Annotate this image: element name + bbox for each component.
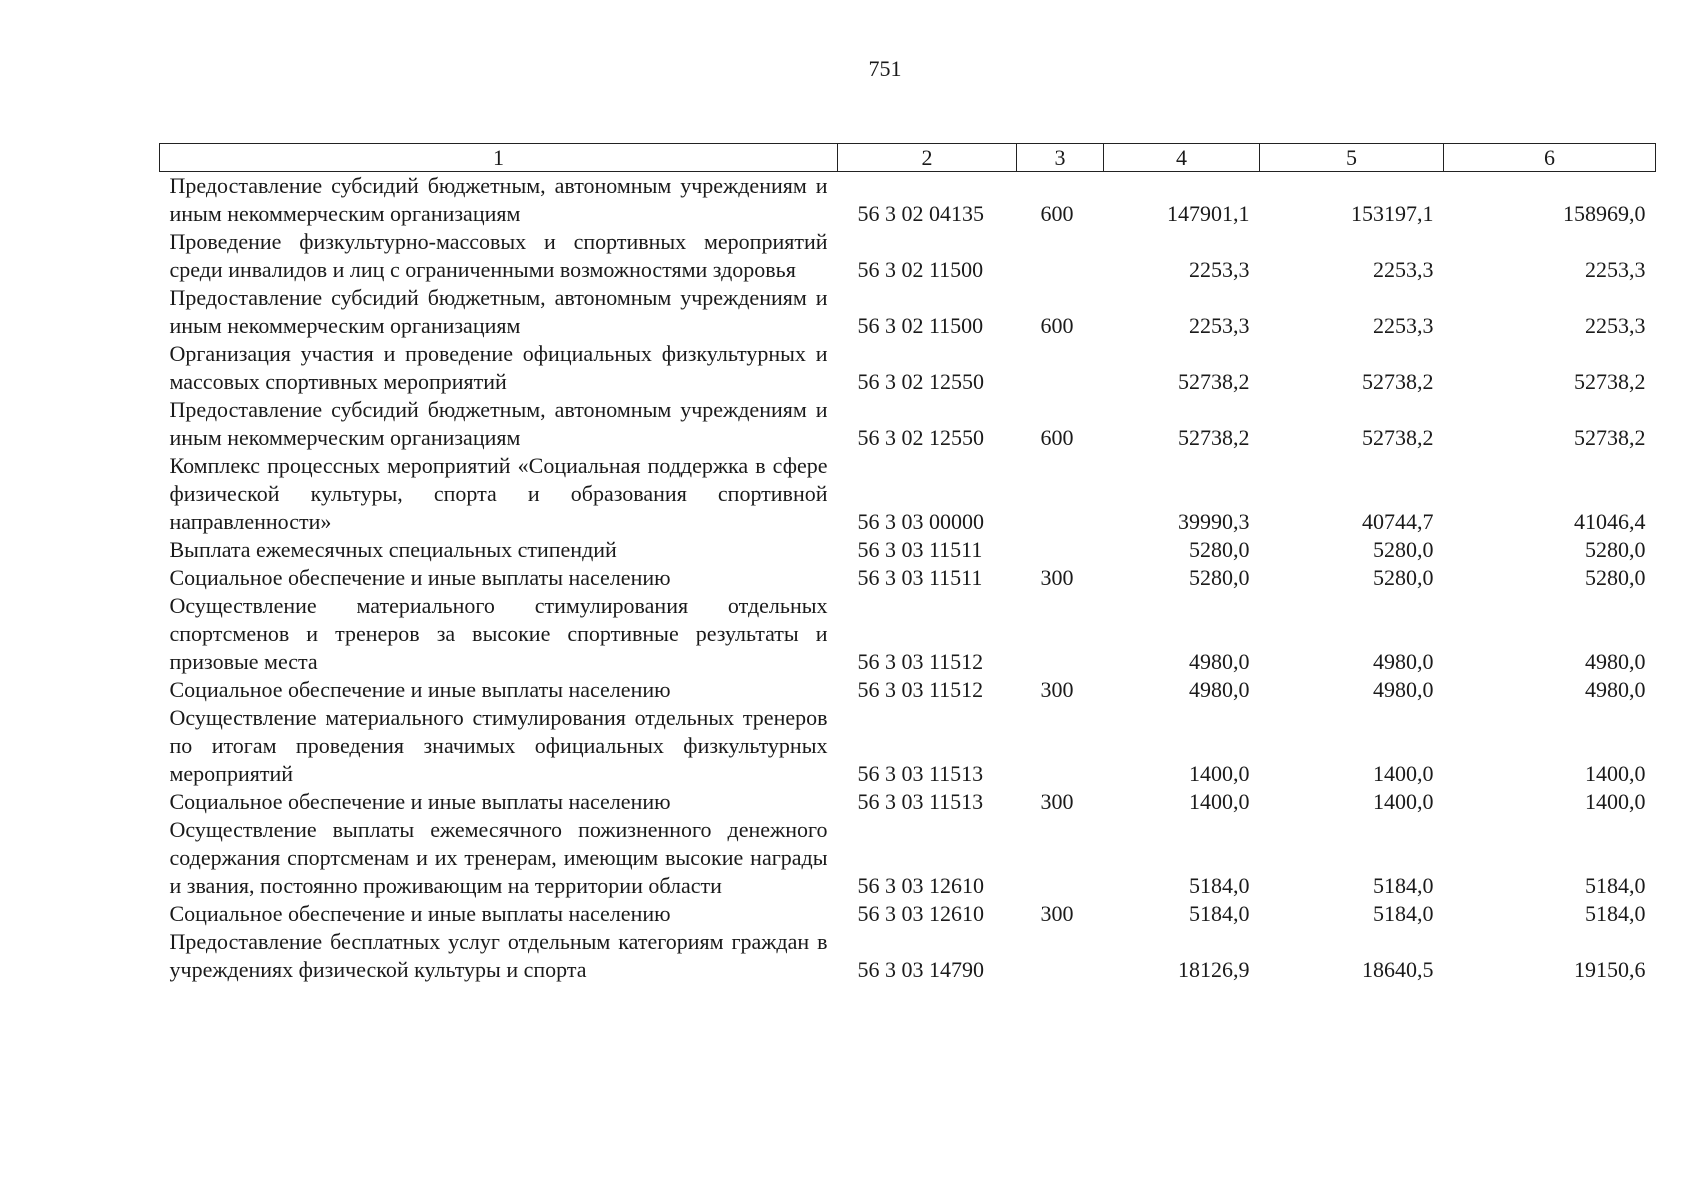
table-header	[160, 144, 1656, 172]
row-value-2026-cell: 2253,3	[1585, 257, 1646, 282]
row-name-cell: Комплекс процессных мероприятий «Социальная поддержка в сфере физической культуры, спорта и образования спортивной направленности»	[169, 453, 828, 534]
row-code-cell: 56 3 03 14790	[857, 957, 984, 982]
row-name-cell: Социальное обеспечение и иные выплаты населению	[169, 677, 671, 702]
row-name-cell: Социальное обеспечение и иные выплаты населению	[169, 789, 671, 814]
row-code-cell: 56 3 03 00000	[857, 509, 984, 534]
row-code-cell: 56 3 02 04135	[857, 201, 984, 226]
row-value-2024-cell: 39990,3	[1178, 509, 1250, 534]
row-code-cell: 56 3 03 11513	[857, 789, 984, 814]
row-value-2024-cell: 5184,0	[1189, 901, 1250, 926]
table-row	[160, 676, 1656, 704]
row-type-cell	[1017, 340, 1104, 396]
row-code-cell: 56 3 02 12550	[857, 425, 984, 450]
row-value-2025-cell: 52738,2	[1362, 369, 1434, 394]
row-value-2026-cell: 5184,0	[1585, 873, 1646, 898]
row-value-2026-cell: 5280,0	[1585, 537, 1646, 562]
table-row	[160, 452, 1656, 536]
row-type-cell	[1017, 816, 1104, 900]
row-value-2025-cell: 18640,5	[1362, 957, 1434, 982]
row-type-cell	[1017, 592, 1104, 676]
row-value-2025-cell: 5184,0	[1373, 873, 1434, 898]
row-value-2025-cell: 2253,3	[1373, 313, 1434, 338]
row-value-2026-cell: 2253,3	[1585, 313, 1646, 338]
row-value-2026-cell: 1400,0	[1585, 761, 1646, 786]
row-value-2024-cell: 147901,1	[1167, 201, 1250, 226]
row-name-cell: Предоставление субсидий бюджетным, автономным учреждениям и иным некоммерческим организациям	[169, 285, 828, 338]
row-value-2025-cell: 52738,2	[1362, 425, 1434, 450]
table-row	[160, 340, 1656, 396]
header-col-1: 1	[160, 144, 838, 172]
row-value-2026-cell: 4980,0	[1585, 649, 1646, 674]
row-value-2024-cell: 5184,0	[1189, 873, 1250, 898]
table-row	[160, 564, 1656, 592]
row-code-cell: 56 3 03 12610	[857, 901, 984, 926]
row-code-cell: 56 3 03 11513	[857, 761, 984, 786]
row-value-2026-cell: 4980,0	[1585, 677, 1646, 702]
row-code-cell: 56 3 03 11511	[857, 565, 983, 590]
row-type-cell	[1017, 704, 1104, 788]
row-type-cell: 600	[1040, 313, 1074, 338]
row-value-2026-cell: 5184,0	[1585, 901, 1646, 926]
row-type-cell: 300	[1040, 789, 1074, 814]
row-code-cell: 56 3 03 11512	[857, 649, 984, 674]
row-type-cell: 300	[1040, 565, 1074, 590]
row-type-cell: 300	[1040, 677, 1074, 702]
row-type-cell	[1017, 536, 1104, 564]
row-code-cell: 56 3 03 11511	[857, 537, 983, 562]
row-value-2026-cell: 1400,0	[1585, 789, 1646, 814]
table-row	[160, 592, 1656, 676]
row-code-cell: 56 3 02 12550	[857, 369, 984, 394]
table-row	[160, 928, 1656, 984]
row-value-2026-cell: 52738,2	[1574, 425, 1646, 450]
row-value-2024-cell: 2253,3	[1189, 313, 1250, 338]
table-row	[160, 172, 1656, 229]
row-name-cell: Выплата ежемесячных специальных стипендий	[169, 537, 617, 562]
row-code-cell: 56 3 03 11512	[857, 677, 984, 702]
row-value-2024-cell: 18126,9	[1178, 957, 1250, 982]
table-row	[160, 816, 1656, 900]
row-type-cell: 600	[1040, 201, 1074, 226]
row-name-cell: Осуществление выплаты ежемесячного пожизненного денежного содержания спортсменам и их тренерам, имеющим высокие награды и звания, постоянно проживающим на территории области	[169, 817, 828, 898]
header-col-2: 2	[838, 144, 1017, 172]
row-code-cell: 56 3 03 12610	[857, 873, 984, 898]
row-value-2025-cell: 1400,0	[1373, 761, 1434, 786]
row-value-2025-cell: 4980,0	[1373, 649, 1434, 674]
row-value-2025-cell: 2253,3	[1373, 257, 1434, 282]
row-value-2024-cell: 2253,3	[1189, 257, 1250, 282]
row-name-cell: Проведение физкультурно-массовых и спортивных мероприятий среди инвалидов и лиц с ограниченными возможностями здоровья	[169, 229, 828, 282]
table-row	[160, 788, 1656, 816]
table-row	[160, 536, 1656, 564]
row-type-cell: 600	[1040, 425, 1074, 450]
budget-table	[159, 143, 1656, 984]
header-col-4: 4	[1104, 144, 1260, 172]
row-name-cell: Предоставление бесплатных услуг отдельным категориям граждан в учреждениях физической культуры и спорта	[169, 929, 828, 982]
row-value-2024-cell: 5280,0	[1189, 565, 1250, 590]
row-code-cell: 56 3 02 11500	[857, 313, 984, 338]
row-name-cell: Предоставление субсидий бюджетным, автономным учреждениям и иным некоммерческим организациям	[169, 397, 828, 450]
row-value-2025-cell: 5184,0	[1373, 901, 1434, 926]
page-number: 751	[868, 56, 902, 81]
row-value-2024-cell: 4980,0	[1189, 677, 1250, 702]
row-value-2026-cell: 41046,4	[1574, 509, 1646, 534]
row-type-cell	[1017, 452, 1104, 536]
table-row	[160, 284, 1656, 340]
table-row	[160, 396, 1656, 452]
row-name-cell: Предоставление субсидий бюджетным, автономным учреждениям и иным некоммерческим организациям	[169, 173, 828, 226]
row-name-cell: Организация участия и проведение официальных физкультурных и массовых спортивных мероприятий	[169, 341, 828, 394]
table-row	[160, 900, 1656, 928]
row-value-2024-cell: 5280,0	[1189, 537, 1250, 562]
row-code-cell: 56 3 02 11500	[857, 257, 984, 282]
row-value-2026-cell: 5280,0	[1585, 565, 1646, 590]
table-row	[160, 228, 1656, 284]
table-body	[160, 172, 1656, 985]
row-type-cell: 300	[1040, 901, 1074, 926]
row-value-2024-cell: 52738,2	[1178, 425, 1250, 450]
row-name-cell: Осуществление материального стимулирования отдельных спортсменов и тренеров за высокие спортивные результаты и призовые места	[169, 593, 828, 674]
row-value-2024-cell: 4980,0	[1189, 649, 1250, 674]
row-value-2025-cell: 5280,0	[1373, 565, 1434, 590]
row-type-cell	[1017, 928, 1104, 984]
row-value-2025-cell: 1400,0	[1373, 789, 1434, 814]
row-value-2026-cell: 19150,6	[1574, 957, 1646, 982]
row-name-cell: Социальное обеспечение и иные выплаты населению	[169, 565, 671, 590]
row-value-2025-cell: 4980,0	[1373, 677, 1434, 702]
row-type-cell	[1017, 228, 1104, 284]
row-value-2025-cell: 153197,1	[1351, 201, 1434, 226]
row-name-cell: Социальное обеспечение и иные выплаты населению	[169, 901, 671, 926]
row-value-2024-cell: 52738,2	[1178, 369, 1250, 394]
table-row	[160, 704, 1656, 788]
row-value-2024-cell: 1400,0	[1189, 761, 1250, 786]
header-col-3: 3	[1017, 144, 1104, 172]
row-value-2026-cell: 158969,0	[1563, 201, 1646, 226]
row-value-2025-cell: 5280,0	[1373, 537, 1434, 562]
row-name-cell: Осуществление материального стимулирования отдельных тренеров по итогам проведения значимых официальных физкультурных мероприятий	[169, 705, 828, 786]
row-value-2024-cell: 1400,0	[1189, 789, 1250, 814]
row-value-2026-cell: 52738,2	[1574, 369, 1646, 394]
header-col-5: 5	[1260, 144, 1444, 172]
row-value-2025-cell: 40744,7	[1362, 509, 1434, 534]
header-col-6: 6	[1444, 144, 1656, 172]
